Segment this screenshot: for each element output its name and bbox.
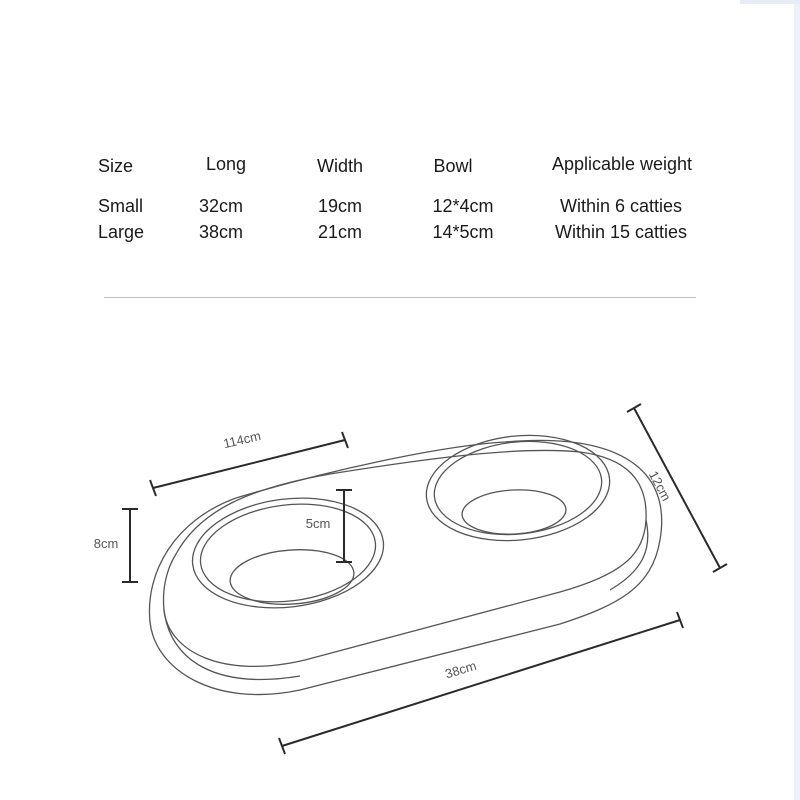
height-label: 8cm (93, 536, 119, 551)
width-end-cap-bottom (713, 564, 727, 572)
header-width: Width (316, 156, 364, 176)
right-bowl-bottom (461, 487, 567, 536)
right-bowl (421, 427, 615, 550)
width-label: 12cm (645, 468, 675, 504)
left-bowl-outer-rim (186, 488, 390, 619)
right-bowl-outer-rim (421, 427, 615, 550)
left-bowl (186, 488, 390, 619)
row-small-weight: Within 6 catties (559, 196, 683, 216)
row-small-size: Small (98, 196, 144, 216)
header-long: Long (205, 154, 247, 174)
right-bowl-inner-rim (430, 433, 607, 542)
base-top-rim (164, 450, 647, 666)
header-size: Size (98, 156, 134, 176)
header-bowl: Bowl (433, 156, 473, 176)
row-small-long: 32cm (198, 196, 244, 216)
header-applicable-weight: Applicable weight (551, 154, 693, 174)
row-large-size: Large (98, 222, 145, 242)
base-outer-contour (149, 440, 661, 694)
left-bowl-inner-rim (195, 495, 381, 612)
base-side-edge (164, 520, 648, 679)
row-large-weight: Within 15 catties (554, 222, 688, 242)
left-bowl-bottom (228, 546, 355, 609)
row-large-long: 38cm (198, 222, 244, 242)
bottom-length-dimension-line (282, 620, 680, 746)
row-large-bowl: 14*5cm (432, 222, 494, 242)
bowl-depth-label: 5cm (305, 516, 331, 531)
row-small-width: 19cm (317, 196, 363, 216)
top-length-dimension-line (153, 440, 345, 488)
row-small-bowl: 12*4cm (432, 196, 494, 216)
dimension-lines (122, 404, 727, 754)
row-large-width: 21cm (317, 222, 363, 242)
top-length-label: 114cm (221, 428, 263, 452)
width-end-cap-top (627, 404, 641, 412)
double-bowl-outline (149, 440, 661, 694)
bottom-length-label: 38cm (443, 657, 479, 682)
